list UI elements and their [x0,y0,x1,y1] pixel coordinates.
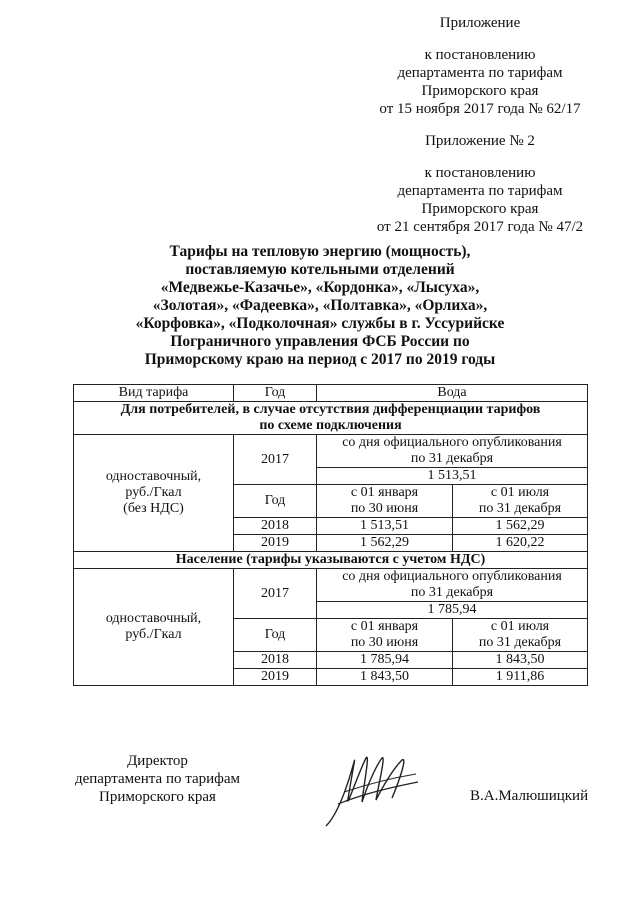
signatory-name: В.А.Малюшицкий [470,788,589,804]
year-cell: 2019 [234,535,317,552]
value-cell: 1 620,22 [453,535,588,552]
title-line: «Медвежье-Казачье», «Кордонка», «Лысуха», [160,279,480,296]
year-cell: 2017 [234,569,317,619]
year-cell: 2017 [234,435,317,485]
year-cell: 2019 [234,669,317,686]
title-line: Тарифы на тепловую энергию (мощность), [169,243,471,260]
appendix-line: департамента по тарифам [397,65,563,81]
section-heading-row [74,552,588,569]
tariff-table [73,384,588,686]
value-cell: 1 911,86 [453,669,588,686]
year-cell: 2018 [234,518,317,535]
appendix-line: к постановлению [424,47,536,63]
header-tariff-type: Вид тарифа [74,385,234,402]
value-cell: 1 562,29 [317,535,453,552]
title-line: Приморскому краю на период с 2017 по 2019 годы [144,351,496,368]
half-period-cell: с 01 июля по 31 декабря [453,485,588,518]
value-cell: 1 562,29 [453,518,588,535]
section-heading-row [74,402,588,435]
handwritten-signature [318,744,428,834]
period-full-cell: со дня официального опубликования по 31 декабря [317,435,588,468]
table-row [74,435,588,468]
title-line: поставляемую котельными отделений [185,261,455,278]
tariff-type-cell: одноставочный, руб./Гкал (без НДС) [74,435,234,552]
half-period-cell: с 01 июля по 31 декабря [453,619,588,652]
tariff-type-cell: одноставочный, руб./Гкал [74,569,234,686]
year-label-cell: Год [234,619,317,652]
appendix-line: от 21 сентября 2017 года № 47/2 [376,219,584,235]
half-period-cell: с 01 января по 30 июня [317,485,453,518]
value-cell: 1 785,94 [317,652,453,669]
year-cell: 2018 [234,652,317,669]
table-header-row [74,385,588,402]
appendix-header-1 [360,14,600,118]
period-full-cell: со дня официального опубликования по 31 декабря [317,569,588,602]
header-year: Год [234,385,317,402]
appendix-line: департамента по тарифам [397,183,563,199]
value-cell: 1 843,50 [453,652,588,669]
year-label-cell: Год [234,485,317,518]
title-line: «Корфовка», «Подколочная» службы в г. Уссурийске [135,315,505,332]
value-cell: 1 513,51 [317,518,453,535]
appendix-header-2 [360,132,600,236]
appendix-line: Приморского края [421,83,539,99]
signatory-position: Директор департамента по тарифам Приморского края [74,753,241,805]
section-heading: Для потребителей, в случае отсутствия дифференциации тарифов по схеме подключения [74,402,588,435]
header-water: Вода [317,385,588,402]
value-cell: 1 785,94 [317,602,588,619]
title-line: «Золотая», «Фадеевка», «Полтавка», «Орлиха», [152,297,488,314]
value-cell: 1 513,51 [317,468,588,485]
document-title [80,243,560,369]
title-line: Пограничного управления ФСБ России по [170,333,470,350]
half-period-cell: с 01 января по 30 июня [317,619,453,652]
table-row [74,569,588,602]
section-heading: Население (тарифы указываются с учетом НДС) [74,552,588,569]
value-cell: 1 843,50 [317,669,453,686]
appendix-line: от 15 ноября 2017 года № 62/17 [379,101,581,117]
appendix-line: к постановлению [424,165,536,181]
appendix-title: Приложение № 2 [425,133,535,149]
appendix-line: Приморского края [421,201,539,217]
appendix-title: Приложение [439,15,521,31]
